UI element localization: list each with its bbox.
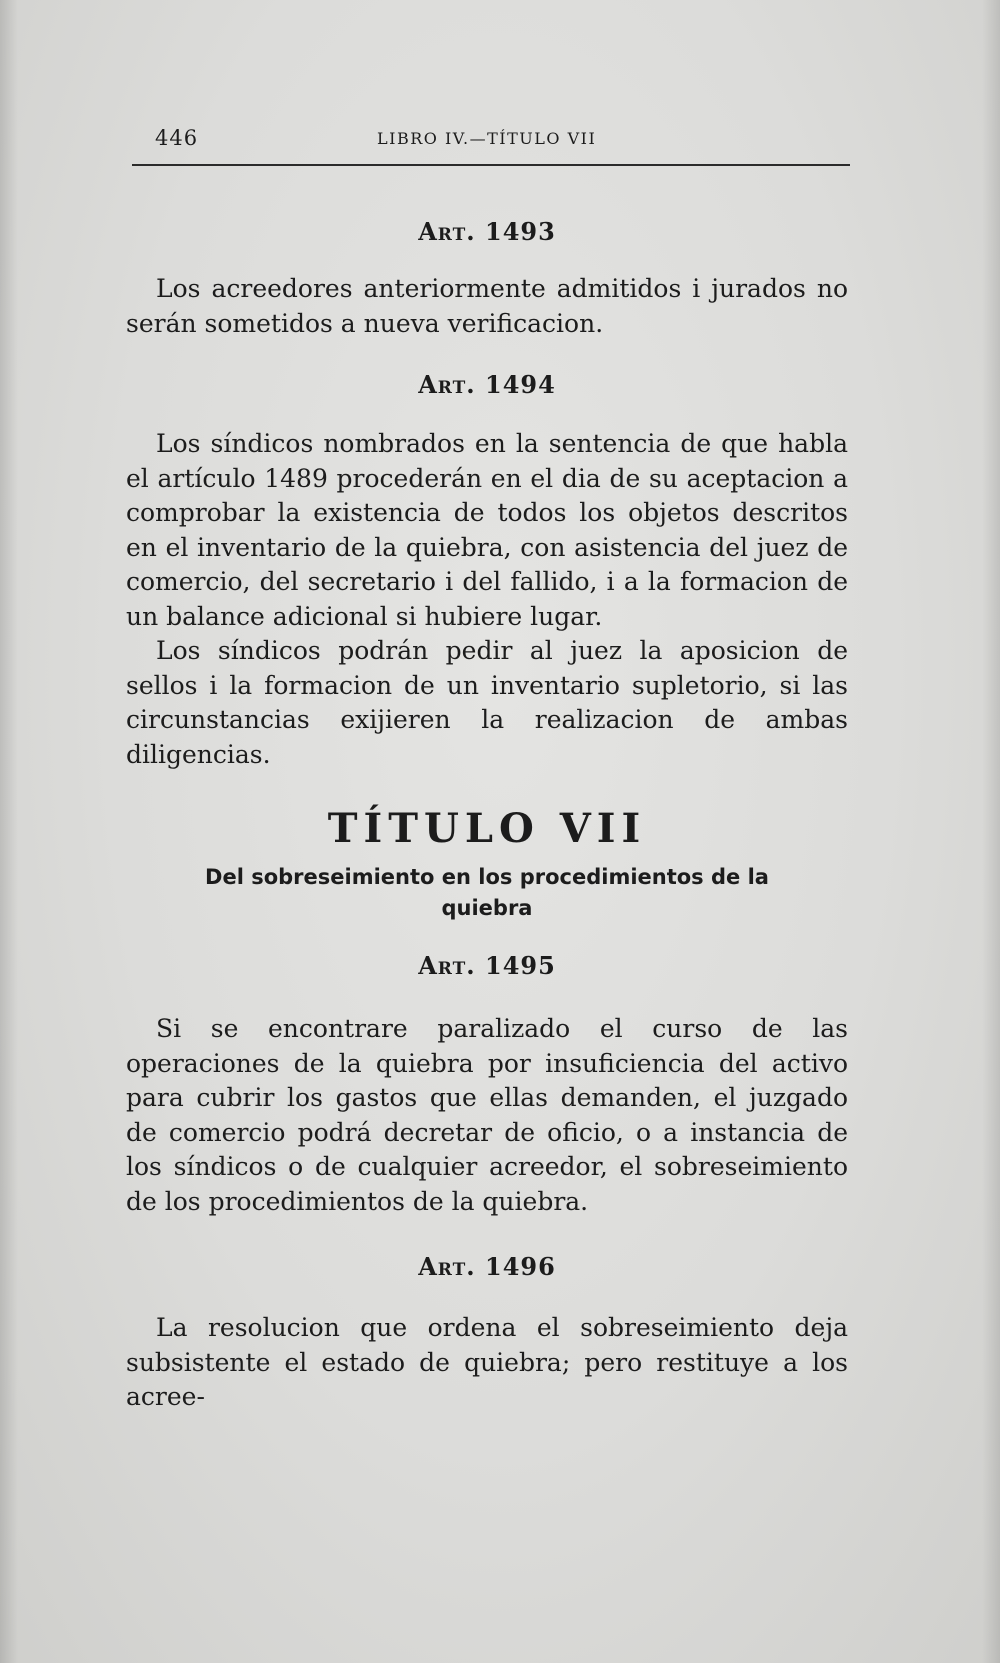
- title-section: [126, 802, 848, 924]
- article-1493: [126, 212, 848, 341]
- article-paragraph: La resolucion que ordena el sobreseimiento deja subsistente el estado de quiebra; pero restituye a los acree-: [126, 1313, 848, 1411]
- title-subheading: Del sobreseimiento en los procedimientos de la quiebra: [205, 865, 769, 920]
- page-edge-shadow-left: [0, 0, 18, 1663]
- title-heading: TÍTULO VII: [327, 805, 647, 852]
- article-paragraph: Si se encontrare paralizado el curso de las operaciones de la quiebra por insuficiencia del activo para cubrir los gastos que ellas demanden, el juzgado de comercio podrá decretar de oficio, o a instancia de los síndicos o de cualquier acreedor, el sobreseimiento de los procedimientos de la quiebra.: [126, 1014, 848, 1216]
- article-heading: Art. 1495: [418, 951, 556, 980]
- article-paragraph: Los acreedores anteriormente admitidos i jurados no serán sometidos a nueva verificacion.: [126, 274, 848, 338]
- page-number: 446: [155, 126, 199, 150]
- article-paragraph: Los síndicos podrán pedir al juez la aposicion de sellos i la formacion de un inventario supletorio, si las circunstancias exijieren la realizacion de ambas diligencias.: [126, 636, 848, 769]
- running-title: LIBRO IV.—TÍTULO VII: [377, 129, 597, 148]
- article-heading: Art. 1496: [418, 1252, 556, 1281]
- article-heading: Art. 1494: [418, 370, 556, 399]
- article-paragraph: Los síndicos nombrados en la sentencia de que habla el artículo 1489 procederán en el dia de su aceptacion a comprobar la existencia de todos los objetos descritos en el inventario de la quiebra, con asistencia del juez de comercio, del secretario i del fallido, i a la formacion de un balance adicional si hubiere lugar.: [126, 429, 848, 631]
- article-1496: [126, 1247, 848, 1415]
- page-edge-shadow-right: [982, 0, 1000, 1663]
- header-rule: [132, 164, 850, 166]
- article-heading: Art. 1493: [418, 217, 556, 246]
- article-1495: [126, 946, 848, 1219]
- page-body: [126, 212, 848, 1415]
- running-head: [155, 126, 845, 152]
- article-1494: [126, 365, 848, 772]
